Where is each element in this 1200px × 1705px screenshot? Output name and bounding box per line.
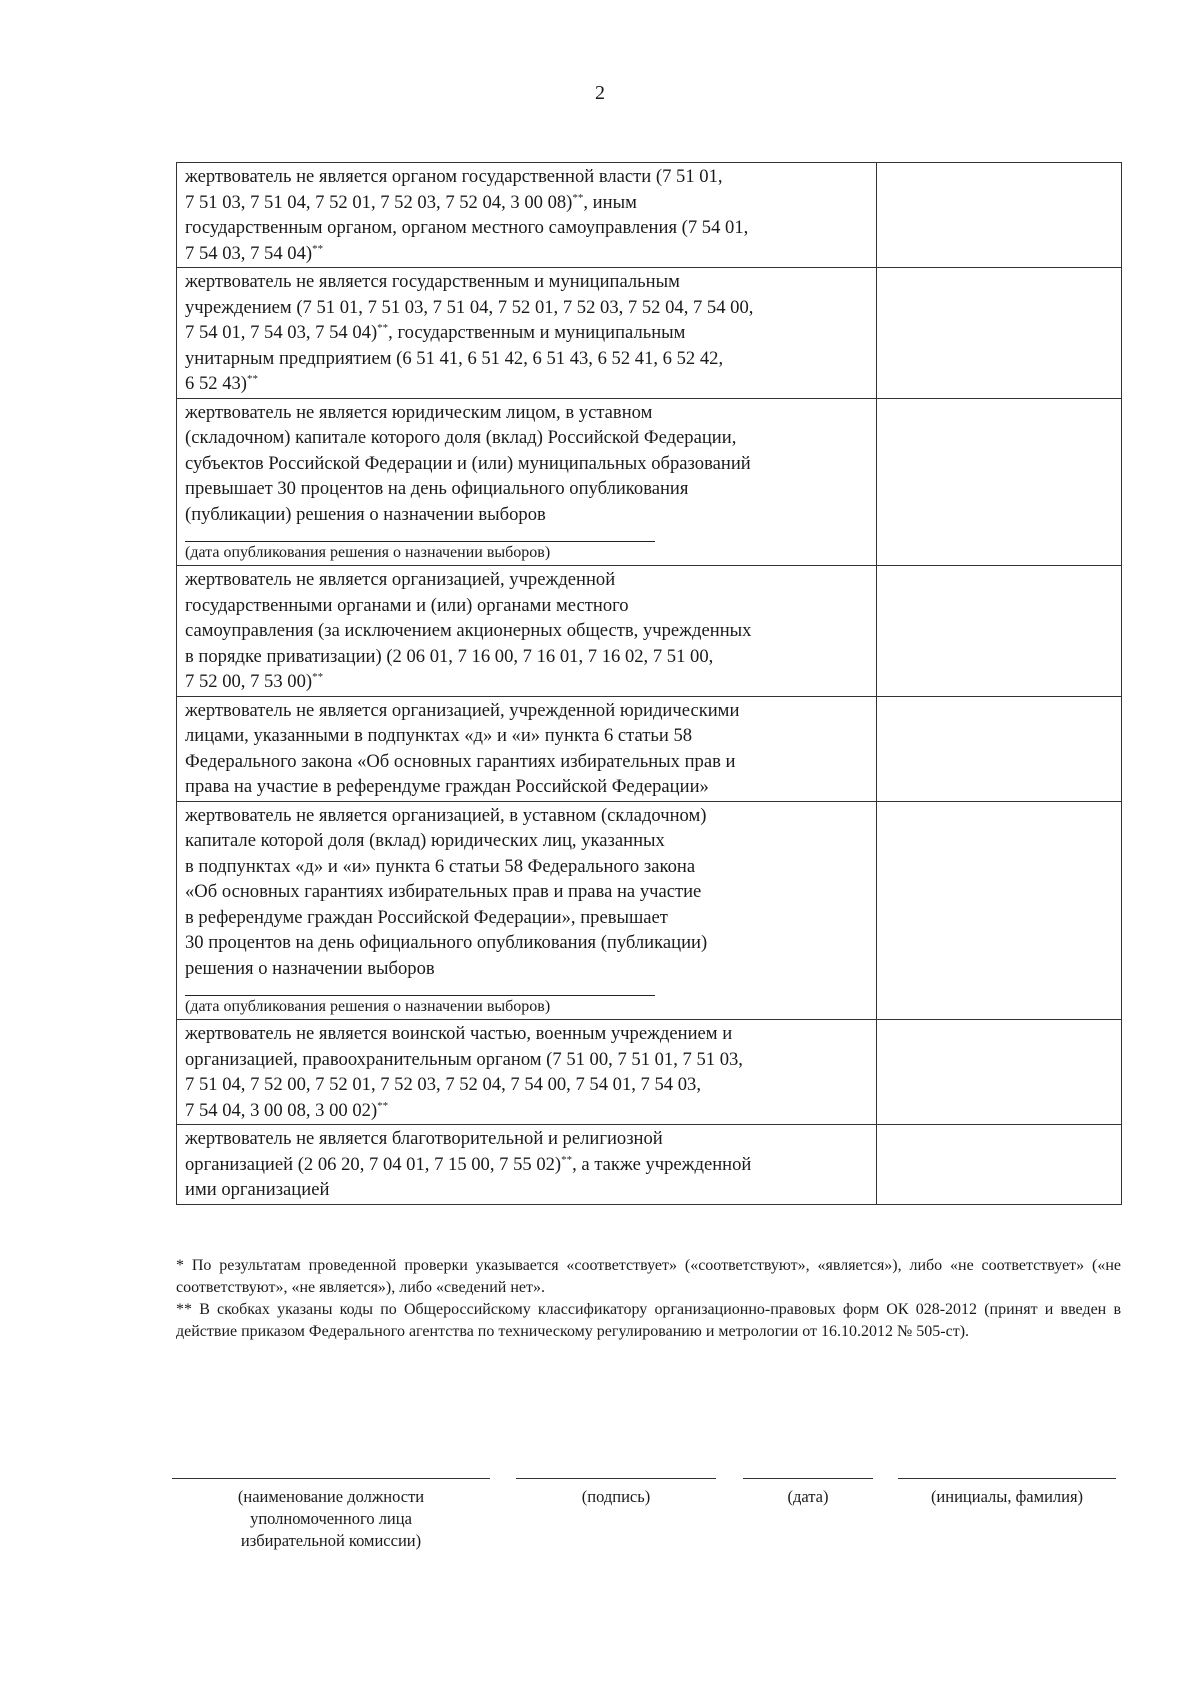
signature-date-caption: (дата) <box>787 1487 829 1506</box>
date-caption: (дата опубликования решения о назначении выборов) <box>185 544 551 561</box>
date-caption: (дата опубликования решения о назначении выборов) <box>185 998 551 1015</box>
footnote-codes: ** В скобках указаны коды по Общероссийскому классификатору организационно-правовых форм ОК 028-2012 (принят и введен в действие приказом Федерального агентства по техническому регулированию и метрологии от 16.10.2012 № 505-ст). <box>176 1301 1121 1340</box>
table-row <box>177 1125 1122 1205</box>
result-cell[interactable] <box>877 1020 1122 1125</box>
table-row <box>177 801 1122 1020</box>
table-row <box>177 1020 1122 1125</box>
result-cell[interactable] <box>877 398 1122 566</box>
result-cell[interactable] <box>877 268 1122 399</box>
footnotes <box>176 1255 1121 1343</box>
position-line[interactable] <box>172 1478 490 1479</box>
row-text: жертвователь не является органом государственной власти (7 51 01, 7 51 03, 7 51 04, 7 52 01, 7 52 03, 7 52 04, 3 00 08)**, иным государственным органом, органом местного самоуправления (7 54 01, 7 54 03, 7 54 04)** <box>177 163 877 268</box>
row-text: жертвователь не является организацией, в уставном (складочном) капитале которой доля (вклад) юридических лиц, указанных в подпунктах «д» и «и» пункта 6 статьи 58 Федерального закона «Об основных гарантиях избирательных прав и права на участие в референдуме граждан Российской Федерации», превышает 30 процентов на день официального опубликования (публикации) решения о назначении выборов (дата опубликования решения о назначении выборов) <box>177 801 877 1020</box>
page-number: 2 <box>595 82 605 104</box>
result-cell[interactable] <box>877 1125 1122 1205</box>
signature-block <box>0 1478 1200 1578</box>
row-text: жертвователь не является государственным и муниципальным учреждением (7 51 01, 7 51 03, 7 51 04, 7 52 01, 7 52 03, 7 52 04, 7 54 00, 7 54 01, 7 54 03, 7 54 04)**, государственным и муниципальным унитарным предприятием (6 51 41, 6 51 42, 6 51 43, 6 52 41, 6 52 42, 6 52 43)** <box>177 268 877 399</box>
result-cell[interactable] <box>877 163 1122 268</box>
position-caption: (наименование должности уполномоченного лица избирательной комиссии) <box>237 1487 425 1550</box>
position-field <box>172 1478 490 1552</box>
signature-line[interactable] <box>516 1478 716 1479</box>
name-field <box>898 1478 1116 1508</box>
name-caption: (инициалы, фамилия) <box>930 1487 1084 1506</box>
result-cell[interactable] <box>877 566 1122 697</box>
signature-caption: (подпись) <box>581 1487 651 1506</box>
date-field <box>185 995 655 1018</box>
date-field-signature <box>743 1478 873 1508</box>
checks-table <box>176 162 1122 1205</box>
row-text: жертвователь не является юридическим лицом, в уставном (складочном) капитале которого доля (вклад) Российской Федерации, субъектов Российской Федерации и (или) муниципальных образований превышает 30 процентов на день официального опубликования (публикации) решения о назначении выборов (дата опубликования решения о назначении выборов) <box>177 398 877 566</box>
table-row <box>177 268 1122 399</box>
table-row <box>177 566 1122 697</box>
row-text: жертвователь не является организацией, учрежденной юридическими лицами, указанными в подпунктах «д» и «и» пункта 6 статьи 58 Федерального закона «Об основных гарантиях избирательных прав и права на участие в референдуме граждан Российской Федерации» <box>177 696 877 801</box>
footnote-result: * По результатам проведенной проверки указывается «соответствует» («соответствуют», «является»), либо «не соответствует» («не соответствуют», «не является»), либо «сведений нет». <box>176 1257 1121 1296</box>
result-cell[interactable] <box>877 801 1122 1020</box>
result-cell[interactable] <box>877 696 1122 801</box>
row-text: жертвователь не является воинской частью, военным учреждением и организацией, правоохранительным органом (7 51 00, 7 51 01, 7 51 03, 7 51 04, 7 52 00, 7 52 01, 7 52 03, 7 52 04, 7 54 00, 7 54 01, 7 54 03, 7 54 04, 3 00 08, 3 00 02)** <box>177 1020 877 1125</box>
row-text: жертвователь не является благотворительной и религиозной организацией (2 06 20, 7 04 01, 7 15 00, 7 55 02)**, а также учрежденной ими организацией <box>177 1125 877 1205</box>
table-row <box>177 398 1122 566</box>
date-field <box>185 541 655 564</box>
table-row <box>177 696 1122 801</box>
signature-date-line[interactable] <box>743 1478 873 1479</box>
signature-field <box>516 1478 716 1508</box>
name-line[interactable] <box>898 1478 1116 1479</box>
table-row <box>177 163 1122 268</box>
row-text: жертвователь не является организацией, учрежденной государственными органами и (или) органами местного самоуправления (за исключением акционерных обществ, учрежденных в порядке приватизации) (2 06 01, 7 16 00, 7 16 01, 7 16 02, 7 51 00, 7 52 00, 7 53 00)** <box>177 566 877 697</box>
